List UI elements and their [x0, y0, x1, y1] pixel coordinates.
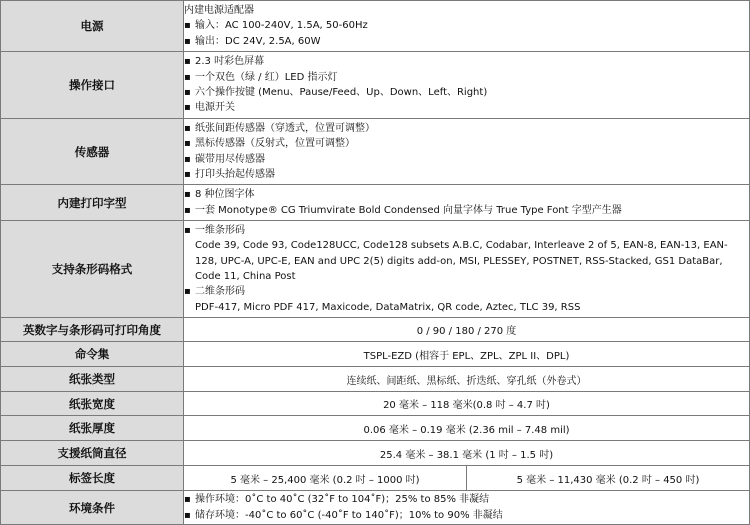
row-label-rotation: 英数字与条形码可打印角度	[1, 318, 184, 342]
list-item: ▪ 一套 Monotype® CG Triumvirate Bold Condensed 向量字体与 True Type Font 字型产生器	[184, 203, 749, 218]
list-item: ▪ 2.3 吋彩色屏幕	[184, 54, 749, 69]
row-power	[1, 1, 750, 52]
row-value-rotation: 0 / 90 / 180 / 270 度	[184, 318, 750, 342]
list-item: ▪ 储存环境：-40˚C to 60˚C (-40˚F to 140˚F)；10% to 90% 非凝结	[184, 508, 749, 523]
row-label-paper-type: 纸张类型	[1, 367, 184, 392]
row-value-fonts	[184, 185, 750, 221]
list-item: ▪ 黑标传感器（反射式，位置可调整）	[184, 136, 749, 151]
row-value-label-length-b: 5 毫米 – 11,430 毫米 (0.2 吋 – 450 吋)	[467, 466, 750, 491]
row-label-length	[1, 466, 750, 491]
row-value-environment	[184, 491, 750, 525]
row-label-interface: 操作接口	[1, 52, 184, 119]
row-label-power: 电源	[1, 1, 184, 52]
row-environment	[1, 491, 750, 525]
row-label-environment: 环境条件	[1, 491, 184, 525]
barcode-2d-title: ▪ 二维条形码	[184, 284, 749, 299]
barcode-2d-list: PDF-417, Micro PDF 417, Maxicode, DataMatrix, QR code, Aztec, TLC 39, RSS	[195, 301, 581, 313]
row-fonts	[1, 185, 750, 221]
row-value-power	[184, 1, 750, 52]
row-value-paper-width: 20 毫米 – 118 毫米(0.8 吋 – 4.7 吋)	[184, 392, 750, 416]
row-value-paper-type: 连续纸、间距纸、黑标纸、折迭纸、穿孔纸（外卷式）	[184, 367, 750, 392]
row-label-fonts: 内建打印字型	[1, 185, 184, 221]
barcode-1d-list: Code 39, Code 93, Code128UCC, Code128 subsets A.B.C, Codabar, Interleave 2 of 5, EAN-8, EAN-13, EAN-128, UPC-A, UPC-E, EAN and UPC 2(5) digits add-on, MSI, PLESSEY, POSTNET, RSS-Stacked, GS1 DataBar, Code 11, China Post	[195, 240, 728, 282]
row-value-interface	[184, 52, 750, 119]
barcode-1d-title: ▪ 一维条形码	[184, 223, 749, 238]
row-paper-type	[1, 367, 750, 392]
row-label-barcodes: 支持条形码格式	[1, 221, 184, 318]
row-value-barcodes	[184, 221, 750, 318]
row-label-label-length: 标签长度	[1, 466, 184, 491]
row-label-paper-thickness: 纸张厚度	[1, 416, 184, 441]
list-item: ▪ 碳带用尽传感器	[184, 152, 749, 167]
row-label-paper-width: 纸张宽度	[1, 392, 184, 416]
list-item: ▪ 一个双色（绿 / 红）LED 指示灯	[184, 70, 749, 85]
row-sensors	[1, 119, 750, 185]
list-item: ▪ 纸张间距传感器（穿透式，位置可调整）	[184, 121, 749, 136]
list-item: ▪ 六个操作按键 (Menu、Pause/Feed、Up、Down、Left、Right)	[184, 85, 749, 100]
list-item: ▪ 打印头抬起传感器	[184, 167, 749, 182]
power-intro: 内建电源适配器	[184, 5, 254, 17]
row-commands	[1, 342, 750, 367]
list-item: ▪ 操作环境：0˚C to 40˚C (32˚F to 104˚F)；25% to 85% 非凝结	[184, 492, 749, 507]
list-item: ▪ 8 种位图字体	[184, 187, 749, 202]
row-paper-width	[1, 392, 750, 416]
list-item: ▪ 输出：DC 24V, 2.5A, 60W	[184, 34, 749, 49]
row-value-core-diameter: 25.4 毫米 – 38.1 毫米 (1 吋 – 1.5 吋)	[184, 441, 750, 466]
row-core-diameter	[1, 441, 750, 466]
row-rotation	[1, 318, 750, 342]
row-paper-thickness	[1, 416, 750, 441]
row-label-sensors: 传感器	[1, 119, 184, 185]
row-value-label-length-a: 5 毫米 – 25,400 毫米 (0.2 吋 – 1000 吋)	[184, 466, 467, 491]
row-label-core-diameter: 支援纸筒直径	[1, 441, 184, 466]
row-value-paper-thickness: 0.06 毫米 – 0.19 毫米 (2.36 mil – 7.48 mil)	[184, 416, 750, 441]
row-label-commands: 命令集	[1, 342, 184, 367]
row-value-sensors	[184, 119, 750, 185]
row-value-commands: TSPL-EZD (相容于 EPL、ZPL、ZPL II、DPL)	[184, 342, 750, 367]
row-interface	[1, 52, 750, 119]
row-barcodes	[1, 221, 750, 318]
list-item: ▪ 电源开关	[184, 100, 749, 115]
list-item: ▪ 输入：AC 100-240V, 1.5A, 50-60Hz	[184, 18, 749, 33]
